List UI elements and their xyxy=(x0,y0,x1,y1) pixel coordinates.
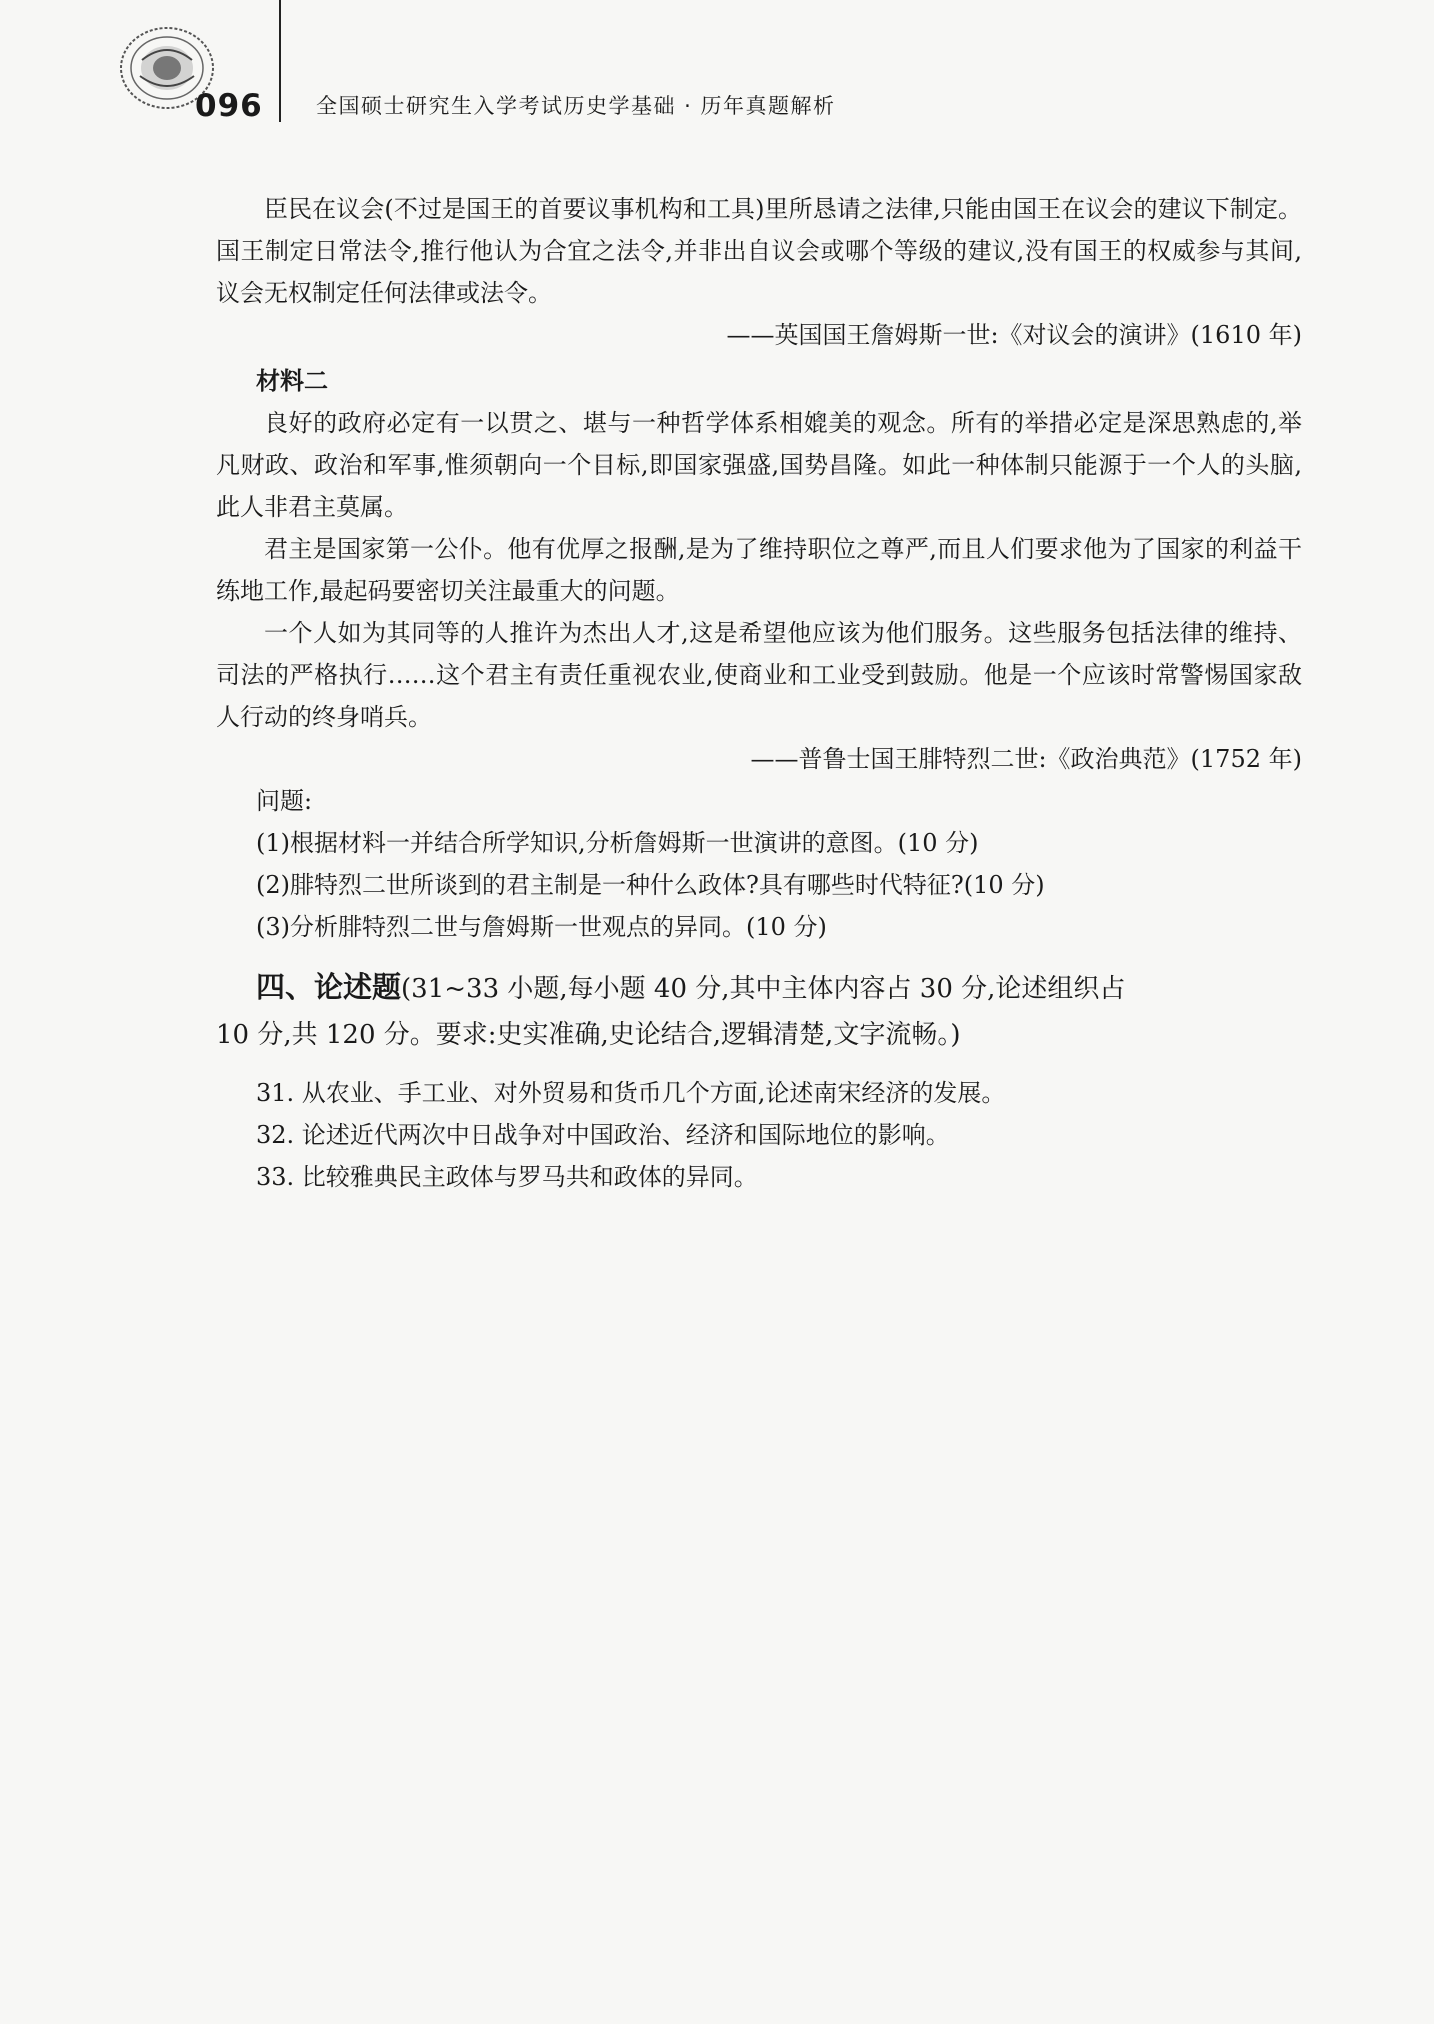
essay-question: 31. 从农业、手工业、对外贸易和货币几个方面,论述南宋经济的发展。 xyxy=(256,1079,1006,1107)
material-two-paragraph: 一个人如为其同等的人推许为杰出人才,这是希望他应该为他们服务。这些服务包括法律的维持、司法的严格执行……这个君主有责任重视农业,使商业和工业受到鼓励。他是一个应该时常警惕国家敌人行动的终身哨兵。 xyxy=(216,619,1302,731)
material-two-paragraph: 君主是国家第一公仆。他有优厚之报酬,是为了维持职位之尊严,而且人们要求他为了国家的利益干练地工作,最起码要密切关注最重大的问题。 xyxy=(216,535,1302,605)
section-four-instructions-cont: 10 分,共 120 分。要求:史实准确,史论结合,逻辑清楚,文字流畅。) xyxy=(216,1020,961,1050)
section-four-instructions: (31~33 小题,每小题 40 分,其中主体内容占 30 分,论述组织占 xyxy=(401,974,1126,1004)
page-content xyxy=(216,188,1302,1198)
section-four-title: 四、论述题 xyxy=(256,970,402,1004)
material-one-paragraph: 臣民在议会(不过是国王的首要议事机构和工具)里所恳请之法律,只能由国王在议会的建议下制定。国王制定日常法令,推行他认为合宜之法令,并非出自议会或哪个等级的建议,没有国王的权威参与其间,议会无权制定任何法律或法令。 xyxy=(216,195,1302,307)
material-two-source: ——普鲁士国王腓特烈二世:《政治典范》(1752 年) xyxy=(750,745,1302,773)
section-four-heading xyxy=(216,964,1302,1012)
question-item: (2)腓特烈二世所谈到的君主制是一种什么政体?具有哪些时代特征?(10 分) xyxy=(256,871,1045,899)
page-number: 096 xyxy=(195,88,263,124)
material-one-source: ——英国国王詹姆斯一世:《对议会的演讲》(1610 年) xyxy=(726,321,1302,349)
questions-label: 问题: xyxy=(256,787,313,815)
running-title: 全国硕士研究生入学考试历史学基础 · 历年真题解析 xyxy=(316,94,836,118)
essay-question: 32. 论述近代两次中日战争对中国政治、经济和国际地位的影响。 xyxy=(256,1121,950,1149)
material-two-heading: 材料二 xyxy=(256,367,328,395)
header-divider xyxy=(279,0,281,122)
material-two-paragraph: 良好的政府必定有一以贯之、堪与一种哲学体系相媲美的观念。所有的举措必定是深思熟虑的,举凡财政、政治和军事,惟须朝向一个目标,即国家强盛,国势昌隆。如此一种体制只能源于一个人的头脑,此人非君主莫属。 xyxy=(216,409,1302,521)
question-item: (1)根据材料一并结合所学知识,分析詹姆斯一世演讲的意图。(10 分) xyxy=(256,829,979,857)
essay-question: 33. 比较雅典民主政体与罗马共和政体的异同。 xyxy=(256,1163,758,1191)
question-item: (3)分析腓特烈二世与詹姆斯一世观点的异同。(10 分) xyxy=(256,913,827,941)
